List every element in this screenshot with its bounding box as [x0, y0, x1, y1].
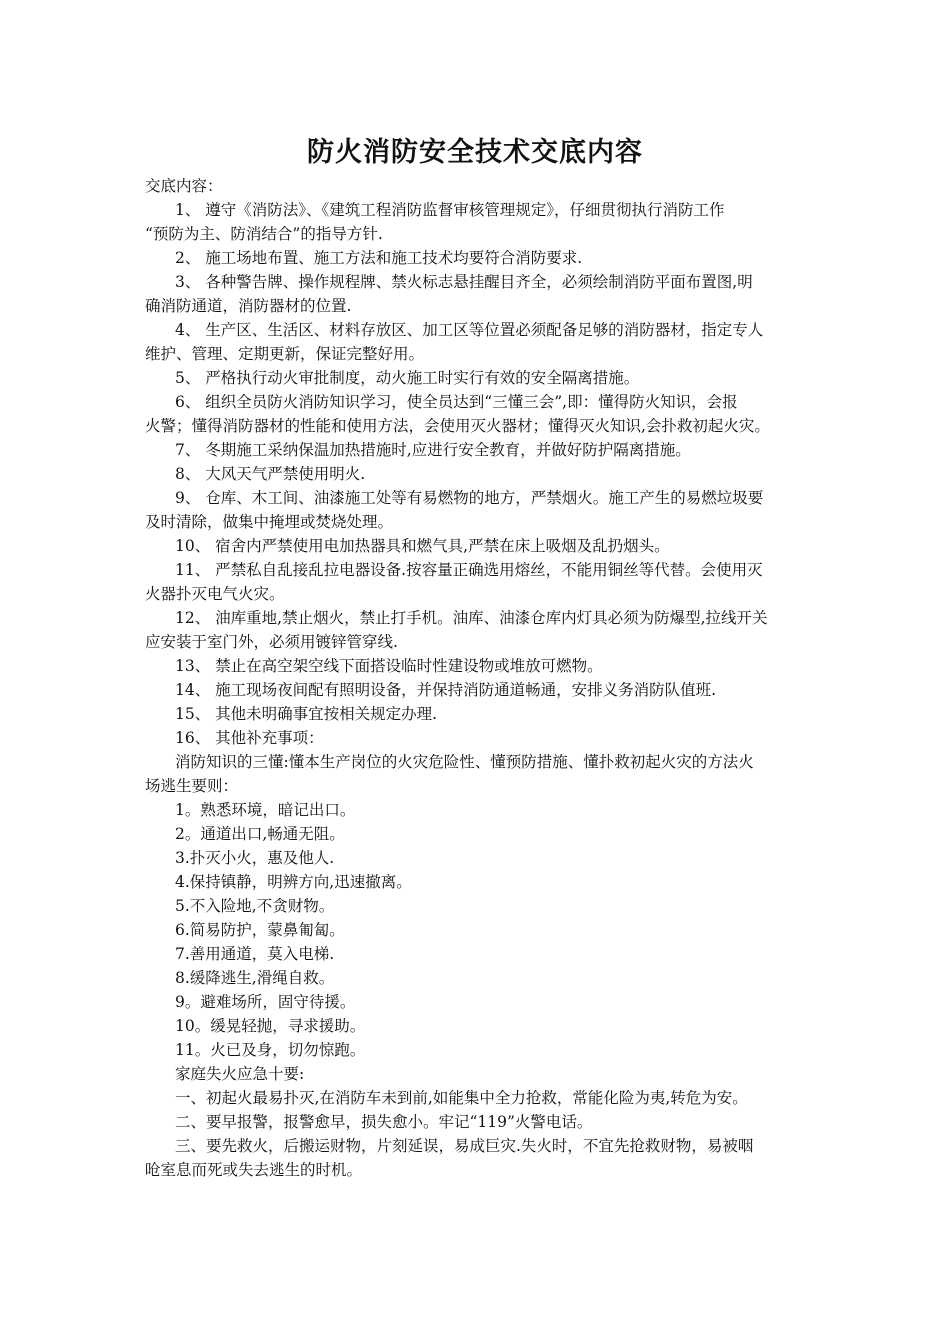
- text-line: 1、 遵守《消防法》、《建筑工程消防监督审核管理规定》，仔细贯彻执行消防工作: [175, 201, 725, 219]
- text-line: 一、初起火最易扑灭,在消防车未到前,如能集中全力抢救，常能化险为夷,转危为安。: [175, 1089, 748, 1107]
- text-line: 8.缓降逃生,滑绳自救。: [175, 969, 335, 987]
- text-line: 5.不入险地,不贪财物。: [175, 897, 335, 915]
- text-line: 3.扑灭小火，惠及他人.: [175, 849, 335, 867]
- text-line: 16、 其他补充事项：: [175, 729, 324, 747]
- text-line: 6.简易防护，蒙鼻匍匐。: [175, 921, 345, 939]
- text-line: 10、 宿舍内严禁使用电加热器具和燃气具,严禁在床上吸烟及乱扔烟头。: [175, 537, 670, 555]
- text-line: 4、 生产区、生活区、材料存放区、加工区等位置必须配备足够的消防器材，指定专人: [175, 321, 764, 339]
- text-line: 4.保持镇静，明辨方向,迅速撤离。: [175, 873, 412, 891]
- text-line: 10。缓晃轻抛，寻求援助。: [175, 1017, 366, 1035]
- text-line: 1。熟悉环境，暗记出口。: [175, 801, 356, 819]
- text-line: 9。避难场所，固守待援。: [175, 993, 356, 1011]
- text-line: 火警；懂得消防器材的性能和使用方法，会使用灭火器材；懂得灭火知识,会扑救初起火灾。: [145, 417, 770, 435]
- text-line: 2。通道出口,畅通无阻。: [175, 825, 345, 843]
- text-line: 维护、管理、定期更新，保证完整好用。: [145, 345, 425, 363]
- text-line: 13、 禁止在高空架空线下面搭设临时性建设物或堆放可燃物。: [175, 657, 603, 675]
- text-line: 15、 其他未明确事宜按相关规定办理.: [175, 705, 438, 723]
- text-line: 交底内容：: [145, 177, 223, 195]
- text-line: 12、 油库重地,禁止烟火，禁止打手机。油库、油漆仓库内灯具必须为防爆型,拉线开关: [175, 609, 768, 627]
- text-line: 呛室息而死或失去逃生的时机。: [145, 1161, 363, 1179]
- text-line: 消防知识的三懂:懂本生产岗位的火灾危险性、懂预防措施、懂扑救初起火灾的方法火: [175, 753, 754, 771]
- text-line: 5、 严格执行动火审批制度，动火施工时实行有效的安全隔离措施。: [175, 369, 640, 387]
- text-line: 11、 严禁私自乱接乱拉电器设备.按容量正确选用熔丝，不能用铜丝等代替。会使用灭: [175, 561, 763, 579]
- text-line: 家庭失火应急十要:: [175, 1065, 305, 1083]
- text-line: 6、 组织全员防火消防知识学习，使全员达到“三懂三会”,即：懂得防火知识，会报: [175, 393, 738, 411]
- text-line: 场逃生要则：: [145, 777, 239, 795]
- text-line: 9、 仓库、木工间、油漆施工处等有易燃物的地方，严禁烟火。施工产生的易燃垃圾要: [175, 489, 764, 507]
- text-line: 确消防通道，消防器材的位置.: [145, 297, 352, 315]
- text-line: 火器扑灭电气火灾。: [145, 585, 285, 603]
- text-line: 及时清除，做集中掩埋或焚烧处理。: [145, 513, 394, 531]
- text-line: 三、要先救火，后搬运财物，片刻延误，易成巨灾.失火时，不宜先抢救财物，易被咽: [175, 1137, 754, 1155]
- text-line: 11。火已及身，切勿惊跑。: [175, 1041, 366, 1059]
- text-line: “预防为主、防消结合”的指导方针.: [145, 225, 383, 243]
- text-line: 2、 施工场地布置、施工方法和施工技术均要符合消防要求.: [175, 249, 583, 267]
- text-line: 14、 施工现场夜间配有照明设备，并保持消防通道畅通，安排义务消防队值班.: [175, 681, 717, 699]
- text-line: 应安装于室门外，必须用镀锌管穿线.: [145, 633, 398, 651]
- document-body: [145, 174, 817, 1182]
- text-line: 8、 大风天气严禁使用明火.: [175, 465, 366, 483]
- text-line: 7.善用通道，莫入电梯.: [175, 945, 335, 963]
- text-line: 3、 各种警告牌、操作规程牌、禁火标志悬挂醒目齐全，必须绘制消防平面布置图,明: [175, 273, 753, 291]
- text-line: 7、 冬期施工采纳保温加热措施时,应进行安全教育，并做好防护隔离措施。: [175, 441, 691, 459]
- text-line: 二、要早报警，报警愈早，损失愈小。牢记“119”火警电话。: [175, 1113, 593, 1131]
- document-title: 防火消防安全技术交底内容: [307, 137, 643, 168]
